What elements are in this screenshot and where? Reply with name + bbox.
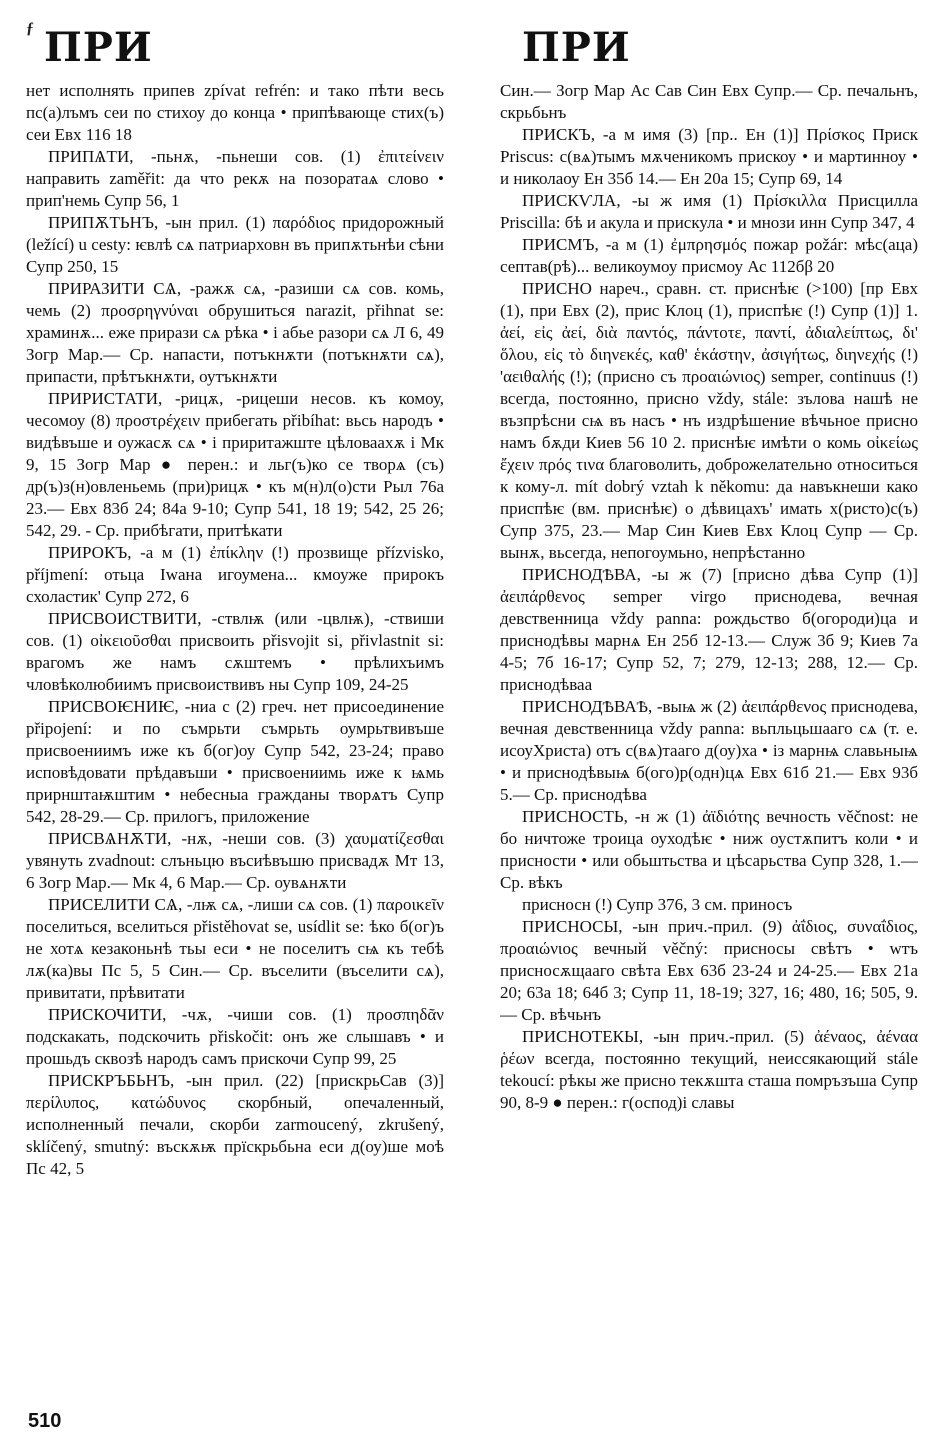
dictionary-entry: Син.— Зогр Мар Ас Сав Син Евх Супр.— Ср. печальнъ, скрьбьнъ	[500, 81, 918, 122]
dictionary-entry: ПРИСВѦНѪТИ, -нѫ, -неши сов. (3) χαυματίζεσθαι увянуть zvadnout: слъньцю въсиѣвъшю присвадѫ Мт 13, 6 Зогр Мар.— Мк 4, 6 Мар.— Ср. оувѧнѫти	[26, 829, 444, 892]
dictionary-entry: ПРИСКѴЛА, -ы ж имя (1) Πρίσκιλλα Присцилла Priscilla: бѣ и акула и прискула • и мнози инн Супр 347, 4	[500, 191, 918, 232]
dictionary-entry: ПРИСВОИСТВИТИ, -ствлѭ (или -цвлѭ), -ствиши сов. (1) οἰκειοῦσθαι присвоить přisvojit si, přivlastnit si: врагомъ же намъ сѫштемъ • прѣлихъимъ чловѣколюбиимъ присвоиствивъ ны Супр 109, 24-25	[26, 609, 444, 694]
dictionary-entry: ПРИСНОСТЬ, -н ж (1) ἀϊδιότης вечность věčnost: не бо ничтоже троица оуходѣѥ • ниж оустѫпитъ коли • и присности • или обьштьства и цѣсарьства Супр 328, 1.— Ср. вѣкъ	[500, 807, 918, 892]
dictionary-entry: ПРИСКРЪБЬНЪ, -ын прил. (22) [прискрьСав (3)] περίλυπος, κατώδυνος скорбный, опечаленный, исполненный печали, скорби zarmoucený, zkrušený, sklíčený, smutný: въскѫѭ прїскрьбьна еси д(оу)ше моѣ Пс 42, 5	[26, 1071, 444, 1178]
page-number: 510	[28, 1410, 62, 1432]
dictionary-entry: ПРИРОКЪ, -а м (1) ἐπίκλην (!) прозвище přízvisko, příjmení: отьца Іwана игоумена... кмоуже прирокъ схоластик' Супр 272, 6	[26, 543, 444, 606]
right-column	[500, 80, 918, 1398]
dictionary-entry: ПРИПѦТИ, -пьнѫ, -пьнеши сов. (1) ἐπιτείνειν направить zaměřit: да что рекѫ на позоратаѧ слово • прип'немь Супр 56, 1	[26, 147, 444, 210]
dictionary-entry: ПРИРАЗИТИ СѦ, -ражѫ сѧ, -разиши сѧ сов. комь, чемь (2) προσρηγνύναι обрушиться narazit, přihnat se: храминѫ... еже прирази сѧ рѣка • і абье разори сѧ Л 6, 49 Зогр Мар.— Ср. напасти, потъкнѫти (потъкнѫти сѧ), припасти, прѣтъкнѫти, оутъкнѫти	[26, 279, 444, 386]
dictionary-entry: ПРИСНОДѢВАѢ, -выѩ ж (2) ἀειπάρθενος приснодева, вечная девственница vždy panna: вьпльцьшааго сѧ (т. е. исоуХриста) отъ с(вѧ)тааго д(оу)ха • із марнѩ славьныѩ • и приснодѣвыѩ б(ого)р(одн)цѧ Евх 61б 21.— Евх 93б 5.— Ср. приснодѣва	[500, 697, 918, 804]
dictionary-entry: ПРИСНОДѢВА, -ы ж (7) [присно дѣва Супр (1)] ἀειπάρθενος semper virgo приснодева, вечная девственница vždy panna: рождьство б(огороди)ца и приснодѣвы марнѧ Ен 25б 12-13.— Служ 3б 9; Киев 7а 4-5; 7б 16-17; Супр 52, 7; 279, 12-13; 288, 12.— Ср. приснодѣваа	[500, 565, 918, 694]
dictionary-entry: присносн (!) Супр 376, 3 см. приносъ	[522, 895, 793, 914]
left-column	[26, 80, 444, 1398]
dictionary-entry: нет исполнять припев zpívat refrén: и тако пѣти весь пс(а)лъмъ сеи по стихоу до конца • припѣвающе стих(ъ) сеи Евх 116 18	[26, 81, 444, 144]
dictionary-entry: ПРИСНОТЕКЫ, -ын прич.-прил. (5) ἀέναος, ἀέναα ῥέων всегда, постоянно текущий, неиссякающий stále tekoucí: рѣкы же присно текѫшта сташа помръзъша Супр 90, 8-9 ● перен.: г(оспод)і славы	[500, 1027, 918, 1112]
corner-mark: ƒ	[26, 20, 34, 37]
dictionary-entry: ПРИСКОЧИТИ, -чѫ, -чиши сов. (1) προσπηδᾶν подскакать, подскочить přiskočit: онъ же слышавъ • и прошьдъ сквозѣ народъ самъ прискочи Супр 99, 25	[26, 1005, 444, 1068]
dictionary-entry: ПРИСВОѤНИѤ, -ниа с (2) греч. нет присоединение připojení: и по съмрьти съмрьть оумрьтвивъше присвоениимъ иже къ б(ог)оу Супр 542, 23-24; право исповѣдовати прѣдавъши • присвоениимь иже к ѩмь прирнштаѭштим • небесныа гражданы творѧтъ Супр 542, 28-29.— Ср. прилогъ, приложение	[26, 697, 444, 826]
left-running-head: ПРИ	[44, 24, 153, 71]
dictionary-entry: ПРИСЕЛИТИ СѦ, -лѭ сѧ, -лиши сѧ сов. (1) παροικεῖν поселиться, вселиться přistěhovat se, usídlit se: ѣко б(ог)ъ не хотѧ кезаконьнѣ тьы еси • не поселитъ сѩ къ тебѣ лѫ(ка)вы Пс 5, 5 Син.— Ср. въселити (въселити сѧ), привитати, прѣвитати	[26, 895, 444, 1002]
dictionary-entry: ПРИСНОСЫ, -ын прич.-прил. (9) ἀΐδιος, συναΐδιος, προαιώνιος вечный věčný: присносы свѣтъ • wтъ присносѫщааго свѣта Евх 63б 23-24 и 24-25.— Евх 21а 20; 63а 18; 64б 3; Супр 11, 18-19; 327, 16; 480, 16; 505, 9.— Ср. вѣчьнъ	[500, 917, 918, 1024]
dictionary-entry: ПРИПѪТЬНЪ, -ын прил. (1) παρόδιος придорожный (ležící) u cesty: ѥвлѣ сѧ патриарховн въ припѫтьнѣи сѣни Супр 250, 15	[26, 213, 444, 276]
dictionary-entry: ПРИРИСТАТИ, -рицѫ, -рицеши несов. къ комоу, чесомоу (8) προστρέχειν прибегать přibíhat: вьсь народъ • видѣвъше и оужасѫ сѧ • і приритажште цѣловаахѫ і Мк 9, 15 Зогр Мар ● перен.: и льг(ъ)ко се творѧ (съ) др(ъ)з(н)овленьемь (при)рицѫ • къ м(н)л(о)сти Рыл 76а 23.— Евх 83б 24; 84а 9-10; Супр 541, 18 19; 542, 25 26; 542, 29. - Ср. прибѣгати, притѣкати	[26, 389, 444, 540]
right-running-head: ПРИ	[522, 24, 631, 71]
dictionary-entry: ПРИСМЪ, -а м (1) ἐμπρησμός пожар požár: мѣс(аца) септав(рѣ)... великоумоу присмоу Ас 112бβ 20	[500, 235, 918, 276]
dictionary-entry: ПРИСНО нареч., сравн. ст. приснѣѥ (>100) [пр Евх (1), при Евх (2), прис Клоц (1), приспѣѥ (!) Супр (1)] 1. ἀεί, εἰς ἀεί, διὰ παντός, πάντοτε, παντί, ἀδιαλείπτως, δι' ὅλου, εἰς τὸ διηνεκές, καθ' ἑκάστην, ἀσιγήτως, διηνεχής (!) 'αειθαλής (!); (присно съ προαιώνιος) semper, continuus (!) всегда, постоянно, присно vždy, stále: зълова нашѣ не възпрѣсни сѩ въ насъ • нъ издрѣшение вѣчьное присно намъ бѫди Киев 56 10 2. приснѣѥ имѣти о комь οἰκείως ἔχειν πρός τινα благоволить, доброжелательно относиться к кому-л. mít dobrý vztah k někomu: да навъкнеши како приспѣѥ (вм. приснѣѥ) о дѣвицахъ' имать х(ристо)с(ъ) Супр 375, 23.— Мар Син Киев Евх Клоц Супр — Ср. вынѫ, вьсегда, непогоумьно, непрѣстанно	[500, 279, 918, 562]
dictionary-entry: ПРИСКЪ, -а м имя (3) [пр.. Ен (1)] Πρίσκος Приск Priscus: с(вѧ)тымъ мѫченикомъ прискоу • и мартинноу • и николаоу Ен 35б 14.— Ен 20а 15; Супр 69, 14	[500, 125, 918, 188]
